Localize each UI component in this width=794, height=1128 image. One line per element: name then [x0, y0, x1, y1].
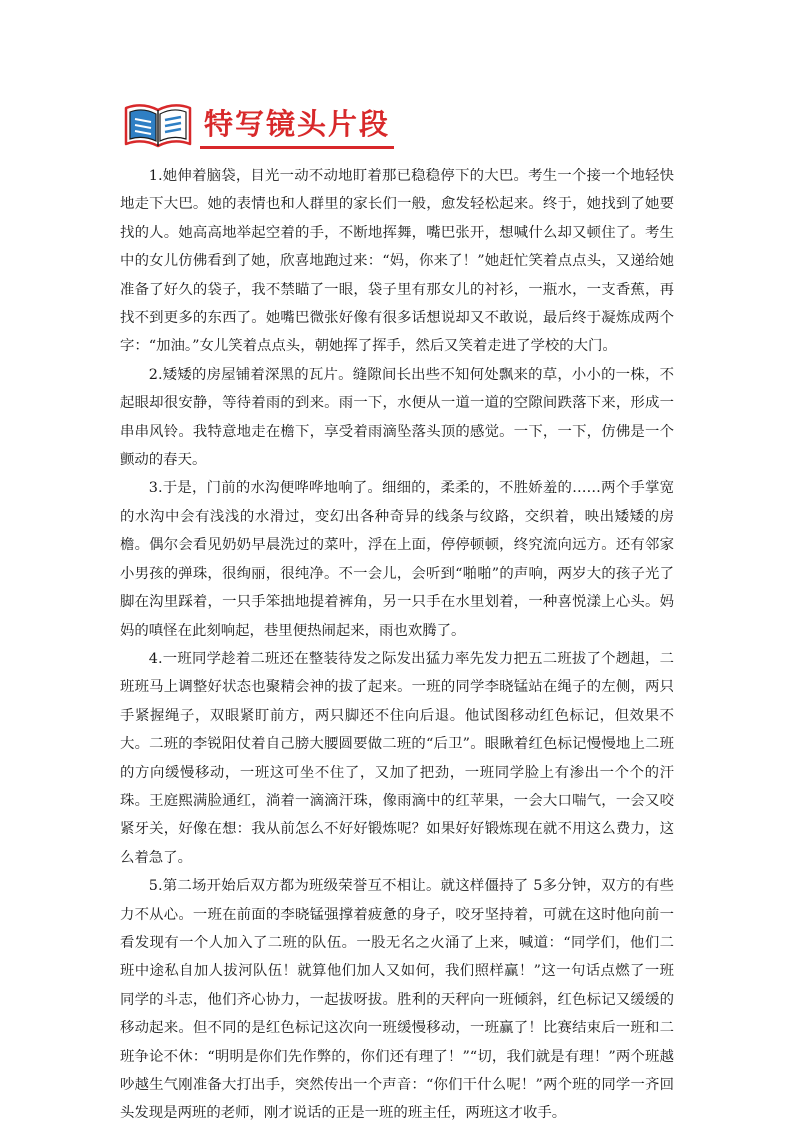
excerpt-paragraph-3: 3.于是，门前的水沟便哗哗地响了。细细的，柔柔的，不胜娇羞的……两个手掌宽的水沟中会有浅浅的水滑过，变幻出各种奇异的线条与纹路，交织着，映出矮矮的房檐。偶尔会看见奶奶早晨洗过的菜叶，浮在上面，停停顿顿，终究流向远方。还有邻家小男孩的弹珠，很绚丽，很纯净。不一会儿，会听到“啪啪”的声响，两岁大的孩子光了脚在沟里踩着，一只手笨拙地提着裤角，另一只手在水里划着，一种喜悦漾上心头。妈妈的嗔怪在此刻响起，巷里便热闹起来，雨也欢腾了。 — [120, 480, 674, 639]
title-underline — [200, 146, 394, 149]
excerpt-list — [120, 162, 674, 1128]
excerpt-paragraph-5: 5.第二场开始后双方都为班级荣誉互不相让。就这样僵持了 5多分钟，双方的有些力不从心。一班在前面的李晓锰强撑着疲惫的身子，咬牙坚持着，可就在这时他向前一看发现有一个人加入了二班的队伍。一股无名之火涌了上来，喊道：“同学们，他们二班中途私自加人拔河队伍！就算他们加人又如何，我们照样赢！”这一句话点燃了一班同学的斗志，他们齐心协力，一起拔呀拔。胜利的天秤向一班倾斜，红色标记又缓缓的移动起来。但不同的是红色标记这次向一班缓慢移动，一班赢了！比赛结束后一班和二班争论不休：“明明是你们先作弊的，你们还有理了！”“切，我们就是有理！”两个班越吵越生气刚准备大打出手，突然传出一个声音：“你们干什么呢！”两个班的同学一齐回头发现是两班的老师，刚才说话的正是一班的班主任，两班这才收手。 — [120, 878, 674, 1122]
section-header — [122, 98, 394, 150]
open-book-icon — [122, 98, 194, 150]
section-title-label: 特写镜头片段 — [204, 106, 391, 141]
excerpt-paragraph-4: 4.一班同学趁着二班还在整装待发之际发出猛力率先发力把五二班拔了个趔趄，二班班马上调整好状态也聚精会神的拔了起来。一班的同学李晓锰站在绳子的左侧，两只手紧握绳子，双眼紧盯前方，两只脚还不住向后退。他试图移动红色标记，但效果不大。二班的李锐阳仗着自己膀大腰圆要做二班的“后卫”。眼瞅着红色标记慢慢地上二班的方向缓慢移动，一班这可坐不住了，又加了把劲，一班同学脸上有渗出一个个的汗珠。王庭熙满脸通红，淌着一滴滴汗珠，像雨滴中的红苹果，一会大口喘气，一会又咬紧牙关，好像在想：我从前怎么不好好锻炼呢？如果好好锻炼现在就不用这么费力，这么着急了。 — [120, 650, 674, 866]
section-title — [200, 102, 394, 147]
excerpt-paragraph-1: 1.她伸着脑袋，目光一动不动地盯着那已稳稳停下的大巴。考生一个接一个地轻快地走下大巴。她的表情也和人群里的家长们一般，愈发轻松起来。终于，她找到了她要找的人。她高高地举起空着的手，不断地挥舞，嘴巴张开，想喊什么却又顿住了。考生中的女儿仿佛看到了她，欣喜地跑过来：“妈，你来了！”她赶忙笑着点点头，又递给她准备了好久的袋子，我不禁瞄了一眼，袋子里有那女儿的衬衫，一瓶水，一支香蕉，再找不到更多的东西了。她嘴巴微张好像有很多话想说却又不敢说，最后终于凝炼成两个字：“加油。”女儿笑着点点头，朝她挥了挥手，然后又笑着走进了学校的大门。 — [120, 168, 674, 355]
excerpt-paragraph-2: 2.矮矮的房屋铺着深黑的瓦片。缝隙间长出些不知何处飘来的草，小小的一株，不起眼却很安静，等待着雨的到来。雨一下，水便从一道一道的空隙间跌落下来，形成一串串风铃。我特意地走在檐下，享受着雨滴坠落头顶的感觉。一下，一下，仿佛是一个颤动的春天。 — [120, 366, 674, 469]
